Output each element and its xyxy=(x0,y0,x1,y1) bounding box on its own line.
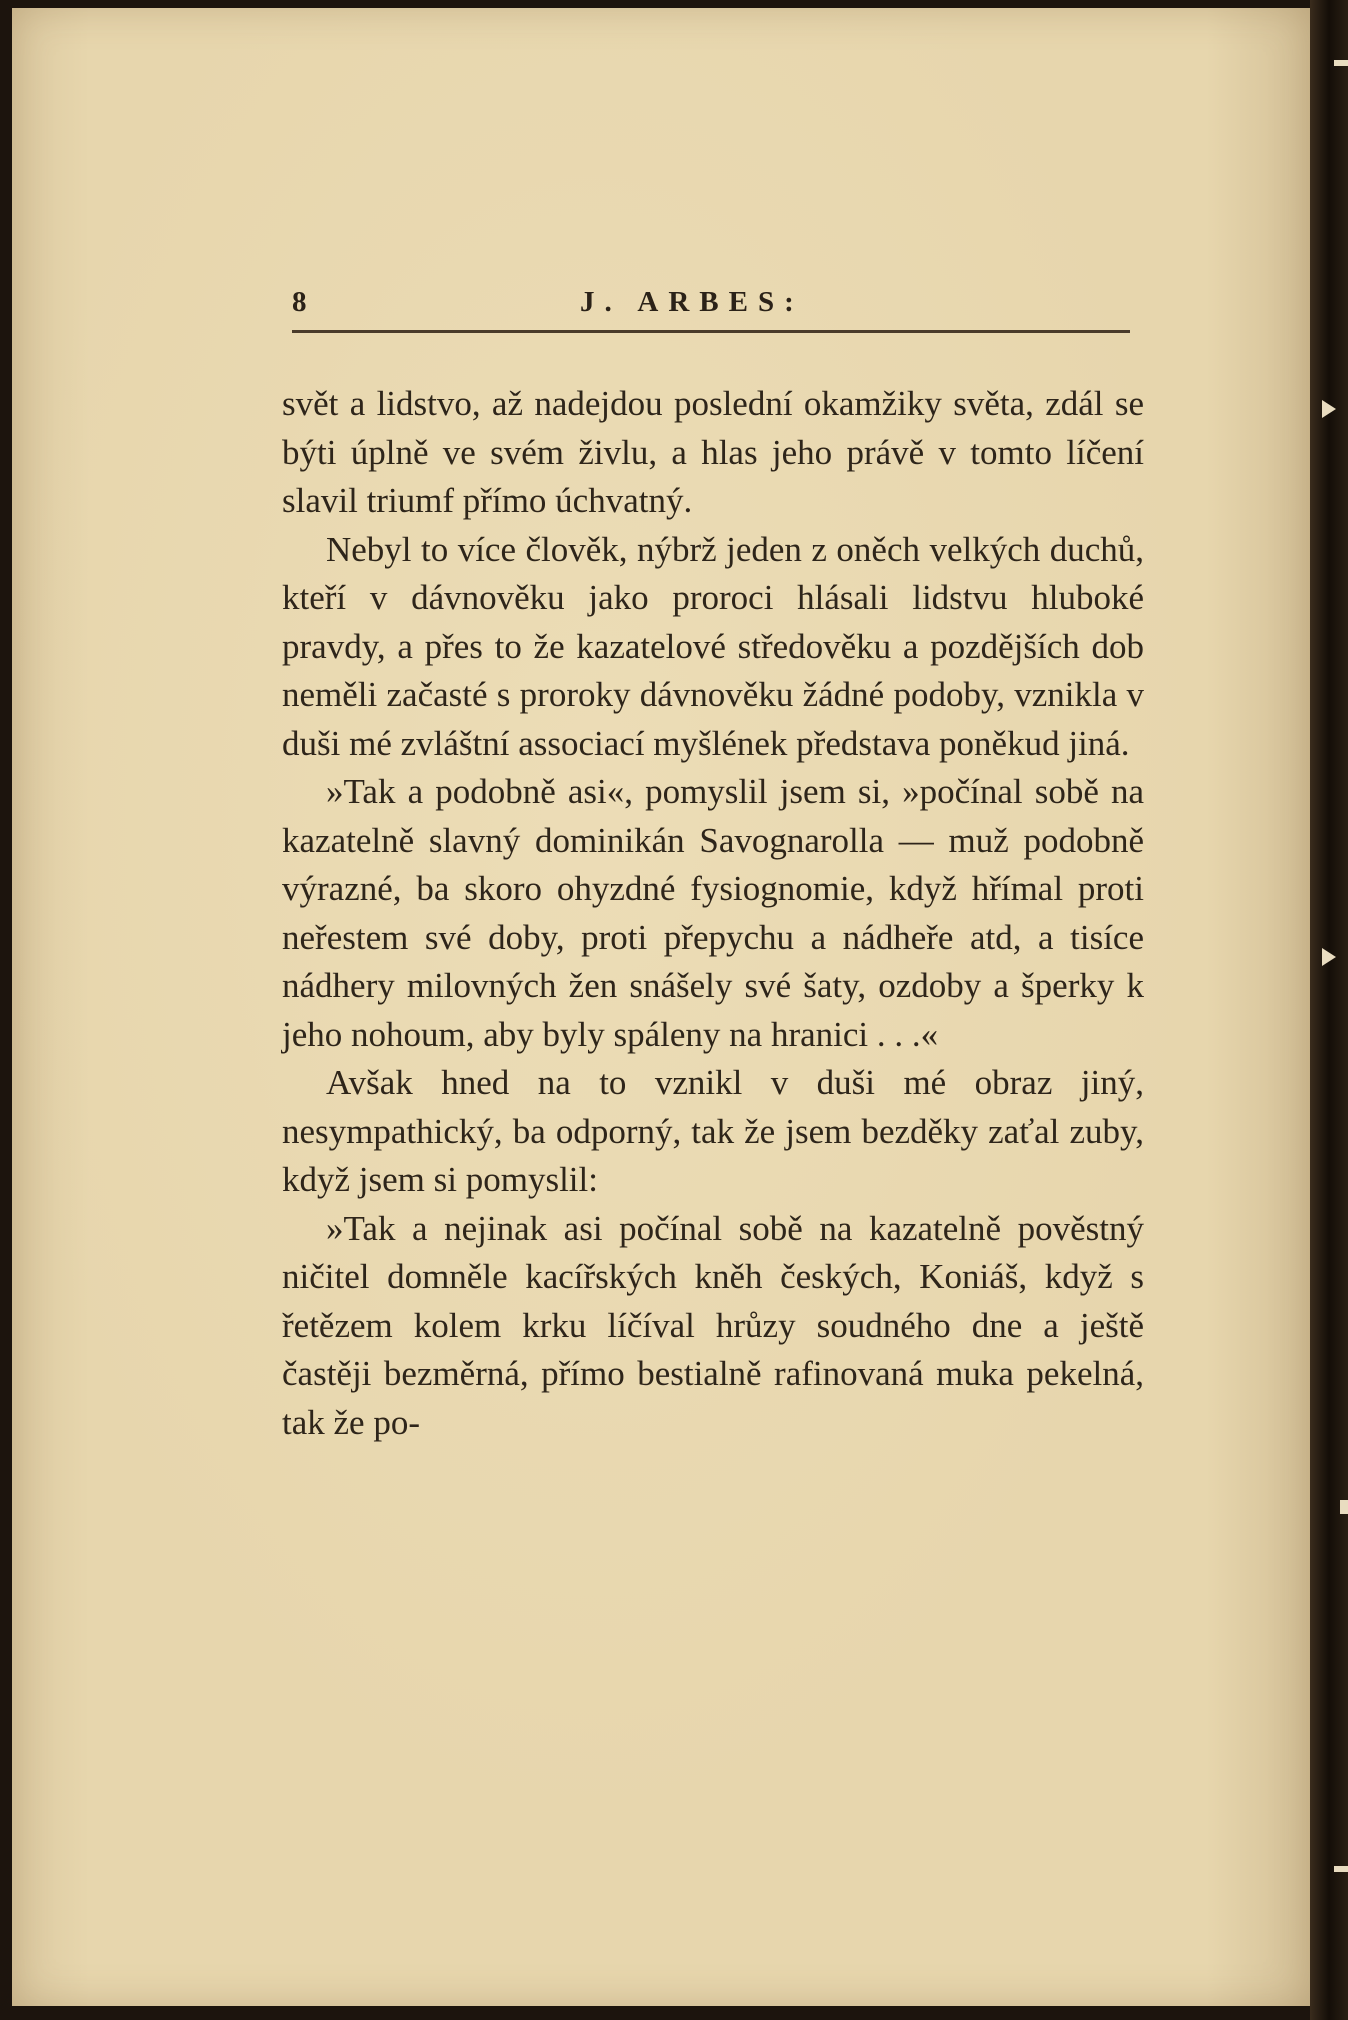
paragraph: Nebyl to více člověk, nýbrž jeden z oněch velkých duchů, kteří v dávnověku jako proroci hlásali lidstvu hluboké pravdy, a přes to že kazatelové středověku a pozdějších dob neměli začasté s proroky dávnověku žádné podoby, vznikla v duši mé zvláštní associací myšlének představa poněkud jiná. xyxy=(282,529,1144,763)
book-edge xyxy=(1310,0,1348,2020)
edge-mark xyxy=(1334,1866,1348,1872)
paragraph: svět a lidstvo, až nadejdou poslední okamžiky světa, zdál se býti úplně ve svém živlu, a hlas jeho právě v tomto líčení slavil triumf přímo úchvatný. xyxy=(282,384,1144,520)
edge-mark xyxy=(1334,60,1348,66)
body-text xyxy=(282,380,1144,1447)
header-rule xyxy=(292,330,1130,333)
edge-mark xyxy=(1340,1500,1348,1514)
running-head: J. ARBES: xyxy=(580,286,804,318)
paragraph: »Tak a podobně asi«, pomyslil jsem si, »počínal sobě na kazatelně slavný dominikán Savognarolla — muž podobně výrazné, ba skoro ohyzdné fysiognomie, když hřímal proti neřestem své doby, proti přepychu a nádheře atd, a tisíce nádhery milovných žen snášely své šaty, ozdoby a šperky k jeho nohoum, aby byly spáleny na hranici . . .« xyxy=(282,772,1144,1054)
paragraph: »Tak a nejinak asi počínal sobě na kazatelně pověstný ničitel domněle kacířských kněh českých, Koniáš, když s řetězem kolem krku líčíval hrůzy soudného dne a ještě častěji bezměrná, přímo bestialně rafinovaná muka pekelná, tak že po- xyxy=(282,1208,1144,1442)
page-header xyxy=(292,286,1130,326)
page-number: 8 xyxy=(292,286,307,318)
paragraph: Avšak hned na to vznikl v duši mé obraz jiný, nesympathický, ba odporný, tak že jsem bezděky zaťal zuby, když jsem si pomyslil: xyxy=(282,1063,1144,1199)
